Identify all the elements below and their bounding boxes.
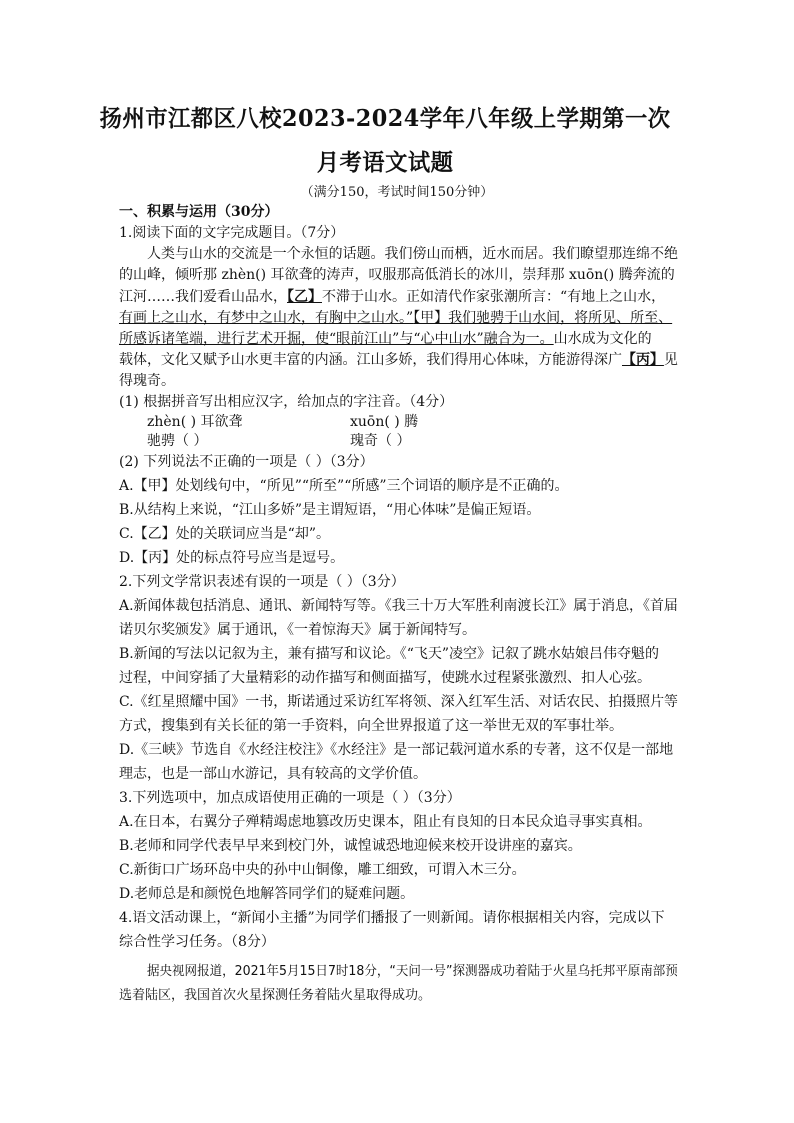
q2-option-d-line1: D.《三峡》节选自《水经注校注》《水经注》是一部记载河道水系的专著，这不仅是一部地 — [119, 742, 674, 758]
q2-option-b-line1: B.新闻的写法以记叙为主，兼有描写和议论。《“飞天”凌空》记叙了跳水姑娘吕伟夺魁的 — [119, 646, 660, 662]
passage-text: 山水成为文化的 — [553, 331, 652, 347]
page-title-line2: 月考语文试题 — [316, 149, 454, 176]
marker-bing: 【丙】 — [621, 352, 664, 368]
q1-passage-line1: 人类与山水的交流是一个永恒的话题。我们傍山而栖，近水而居。我们瞭望那连绵不绝 — [147, 246, 678, 262]
q1-passage-line3 — [119, 287, 665, 307]
passage-text: 江河……我们爱看山品水， — [119, 289, 287, 305]
marker-jia-sentence-cont: 所感诉诸笔端，进行艺术开掘，使“眼前江山”与“心中山水”融合为一。 — [119, 331, 554, 347]
passage-text: 载体，文化又赋予山水更丰富的内涵。江山多娇，我们得用心体味，方能游得深广 — [119, 352, 622, 368]
q1-sub2: (2) 下列说法不正确的一项是（ ）（3分） — [119, 454, 374, 470]
passage-text: 不滞于山水。正如清代作家张潮所言：“有地上之山水， — [322, 289, 666, 305]
q1-passage-line4 — [119, 308, 672, 328]
q3-option-a: A.在日本，右翼分子殚精竭虑地篡改历史课本，阻止有良知的日本民众追寻事实真相。 — [119, 814, 652, 830]
section-heading: 一、积累与运用（30分） — [119, 204, 279, 220]
q4-stem-line2: 综合性学习任务。（8分） — [119, 934, 275, 950]
q1-sub1: (1) 根据拼音写出相应汉字，给加点的字注音。（4分） — [119, 394, 454, 410]
q1-stem: 1.阅读下面的文字完成题目。（7分） — [119, 225, 345, 241]
q2-stem: 2.下列文学常识表述有误的一项是（ ）（3分） — [119, 574, 405, 590]
pinyin-item-2: xuōn( ) 腾 — [350, 414, 419, 430]
q2-option-a-line2: 诺贝尔奖颁发》属于通讯，《一着惊海天》属于新闻特写。 — [119, 622, 476, 638]
q2-option-d-line2: 理志，也是一部山水游记，具有较高的文学价值。 — [119, 766, 427, 782]
q1-option-a: A.【甲】处划线句中，“所见”“所至”“所感”三个词语的顺序是不正确的。 — [119, 478, 569, 494]
page-title-line1: 扬州市江都区八校2023-2024学年八年级上学期第一次 — [99, 105, 671, 132]
q1-passage-line6 — [119, 350, 678, 370]
q2-option-a-line1: A.新闻体裁包括消息、通讯、新闻特写等。《我三十万大军胜利南渡长江》属于消息，《首届 — [119, 598, 678, 614]
q3-option-b: B.老师和同学代表早早来到校门外，诚惶诚恐地迎候来校开设讲座的嘉宾。 — [119, 838, 582, 854]
q4-stem-line1: 4.语文活动课上，“新闻小主播”为同学们播报了一则新闻。请你根据相关内容，完成以下 — [119, 910, 665, 926]
pinyin-item-3: 驰骋（ ） — [147, 433, 208, 449]
pinyin-item-1: zhèn( ) 耳欲聋 — [147, 414, 243, 430]
exam-info: （满分150，考试时间150分钟） — [300, 185, 494, 200]
passage-text: 有画上之山水，有梦中之山水，有胸中之山水。” — [119, 310, 414, 326]
q2-option-c-line2: 方式，搜集到有关长征的第一手资料，向全世界报道了这一举世无双的军事壮举。 — [119, 718, 623, 734]
q1-option-b: B.从结构上来说，“江山多娇”是主谓短语，“用心体味”是偏正短语。 — [119, 502, 541, 518]
q1-passage-line5 — [119, 329, 652, 349]
passage-text: 见 — [663, 352, 678, 368]
q3-option-d: D.老师总是和颜悦色地解答同学们的疑难问题。 — [119, 886, 415, 902]
marker-jia-sentence: 【甲】我们驰骋于山水间，将所见、所至、 — [413, 310, 673, 326]
q4-news-line1: 据央视网报道，2021年5月15日7时18分，“天问一号”探测器成功着陆于火星乌托邦平原南部预 — [147, 964, 678, 979]
q4-news-line2: 选着陆区，我国首次火星探测任务着陆火星取得成功。 — [119, 988, 432, 1003]
marker-yi: 【乙】 — [287, 289, 322, 305]
q1-option-c: C.【乙】处的关联词应当是“却”。 — [119, 526, 330, 542]
q1-option-d: D.【丙】处的标点符号应当是逗号。 — [119, 550, 345, 566]
q2-option-c-line1: C.《红星照耀中国》一书，斯诺通过采访红军将领、深入红军生活、对话农民、拍摄照片等 — [119, 694, 678, 710]
pinyin-item-4: 瑰奇（ ） — [350, 433, 411, 449]
q3-stem: 3.下列选项中，加点成语使用正确的一项是（ ）（3分） — [119, 790, 461, 806]
q2-option-b-line2: 过程，中间穿插了大量精彩的动作描写和侧面描写，使跳水过程紧张激烈、扣人心弦。 — [119, 670, 651, 686]
q1-passage-line7: 得瑰奇。 — [119, 373, 175, 389]
q3-option-c: C.新街口广场环岛中央的孙中山铜像，雕工细致，可谓入木三分。 — [119, 862, 526, 878]
q1-passage-line2: 的山峰，倾听那 zhèn() 耳欲聋的涛声，叹服那高低消长的冰川，崇拜那 xuōn() 腾奔流的 — [119, 267, 675, 283]
